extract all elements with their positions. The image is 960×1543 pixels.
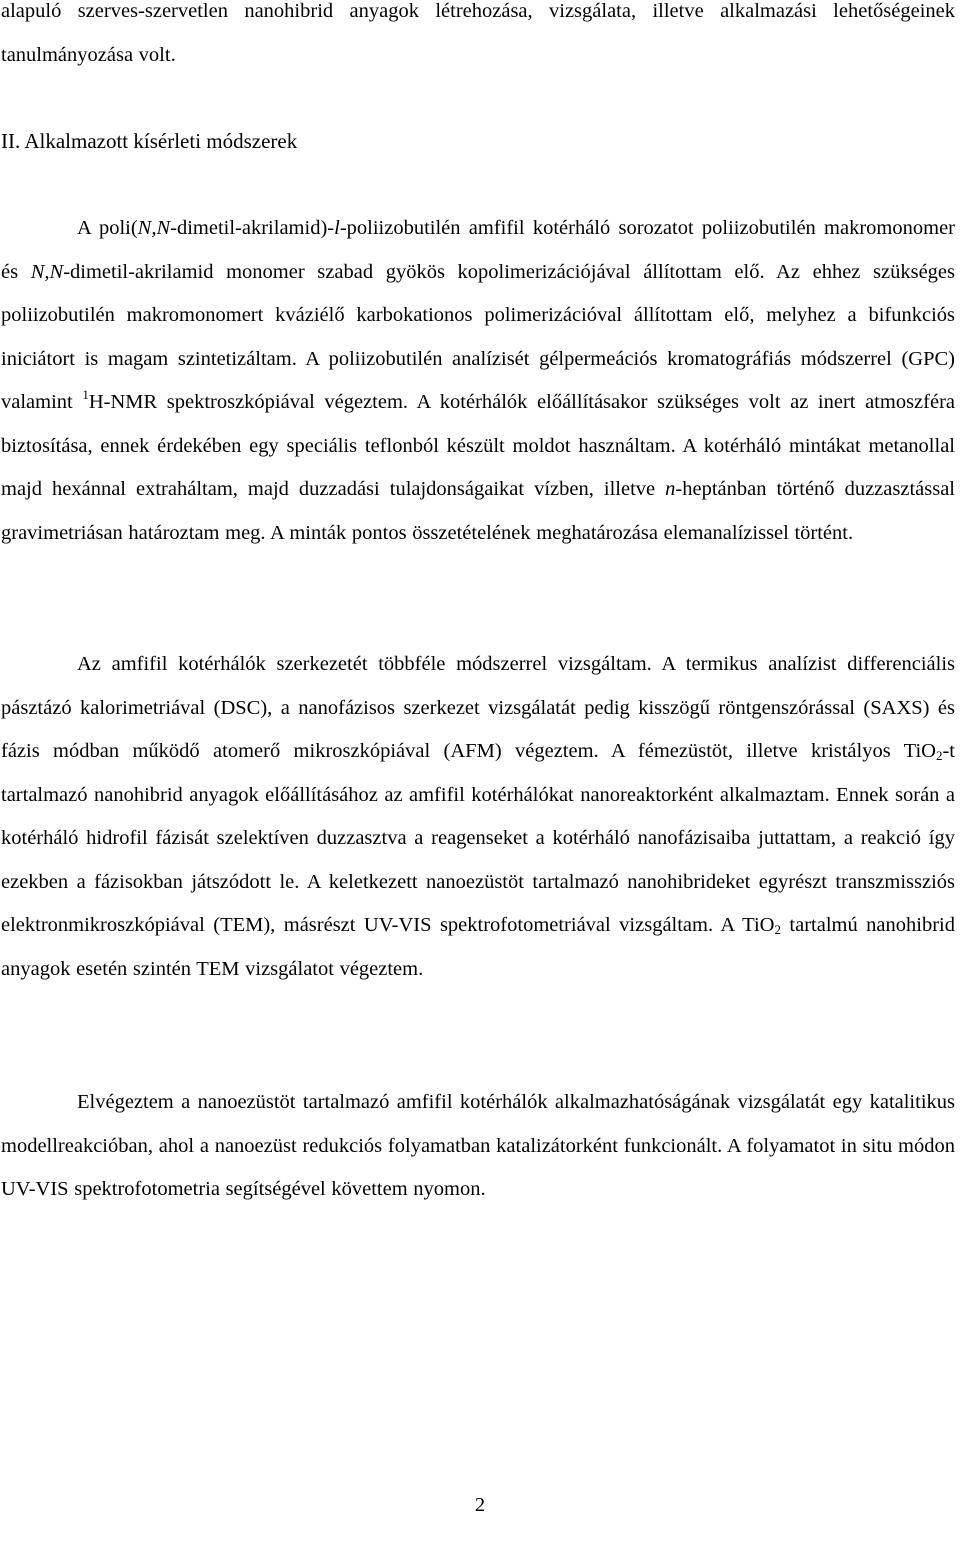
text-run: -t tartalmazó nanohibrid anyagok előállításához az amfifil kotérhálókat nanoreaktorként alkalmaztam. Ennek során a kotérháló hidrofil fázisát szelektíven duzzasztva a reagenseket a kotérháló nanofázisaiba juttattam, a reakció így ezekben a fázisokban játszódott le. A keletkezett nanoezüstöt tartalmazó nanohibrideket egyrészt transzmissziós elektronmikroszkópiával (TEM), másrészt UV-VIS spektrofotometriával vizsgáltam. A TiO xyxy=(1,740,955,936)
italic-run: l xyxy=(334,217,340,239)
methods-paragraph-3 xyxy=(1,1081,955,1212)
intro-paragraph xyxy=(1,0,955,77)
section-heading: II. Alkalmazott kísérleti módszerek xyxy=(1,129,298,153)
italic-run: n xyxy=(665,478,676,500)
subscript: 2 xyxy=(935,748,943,763)
text-run: tartalmú nanohibrid anyagok esetén szintén TEM vizsgálatot végeztem. xyxy=(1,914,956,980)
italic-run: N,N xyxy=(30,260,64,283)
page-number: 2 xyxy=(474,1494,486,1516)
text-run: -heptánban történő duzzasztással gravimetriásan határoztam meg. A minták pontos összetételének meghatározása elemanalízissel történt. xyxy=(1,478,955,544)
italic-run: N,N xyxy=(137,217,171,239)
subscript: 2 xyxy=(774,922,781,937)
text-run: -dimetil-akrilamid)- xyxy=(170,217,335,239)
superscript: 1 xyxy=(82,387,89,402)
intro-text: alapuló szerves-szervetlen nanohibrid anyagok létrehozása, vizsgálata, illetve alkalmazási lehetőségeinek tanulmányozása volt. xyxy=(1,0,955,66)
text-run: A poli( xyxy=(77,217,138,239)
text-run: Az amfifil kotérhálók szerkezetét többféle módszerrel vizsgáltam. A termikus analízist differenciális pásztázó kalorimetriával (DSC), a nanofázisos szerkezet vizsgálatát pedig kisszögű röntgenszórással (SAXS) és fázis módban működő atomerő mikroszkópiával (AFM) végeztem. A fémezüstöt, illetve kristályos TiO xyxy=(1,653,955,762)
methods-paragraph-2 xyxy=(1,643,955,991)
text-run: Elvégeztem a nanoezüstöt tartalmazó amfifil kotérhálók alkalmazhatóságának vizsgálatát egy katalitikus modellreakcióban, ahol a nanoezüst redukciós folyamatban katalizátorként funkcionált. A folyamatot in situ módon UV-VIS spektrofotometria segítségével követtem nyomon. xyxy=(1,1091,955,1200)
text-run: H-NMR spektroszkópiával végeztem. A kotérhálók előállításakor szükséges volt az inert atmoszféra biztosítása, ennek érdekében egy speciális teflonból készült moldot használtam. A kotérháló mintákat metanollal majd hexánnal extraháltam, majd duzzadási tulajdonságaikat vízben, illetve xyxy=(1,391,955,500)
methods-paragraph-1 xyxy=(1,207,955,555)
text-run: -dimetil-akrilamid monomer szabad gyökös kopolimerizációjával állítottam elő. Az ehhez szükséges poliizobutilén makromonomert kváziélő karbokationos polimerizációval állítottam elő, melyhez a bifunkciós iniciátort is magam szintetizáltam. A poliizobutilén analízisét gélpermeációs kromatográfiás módszerrel (GPC) valamint xyxy=(1,260,955,413)
text-run: -poliizobutilén amfifil kotérháló sorozatot poliizobutilén makromonomer és xyxy=(1,217,955,283)
